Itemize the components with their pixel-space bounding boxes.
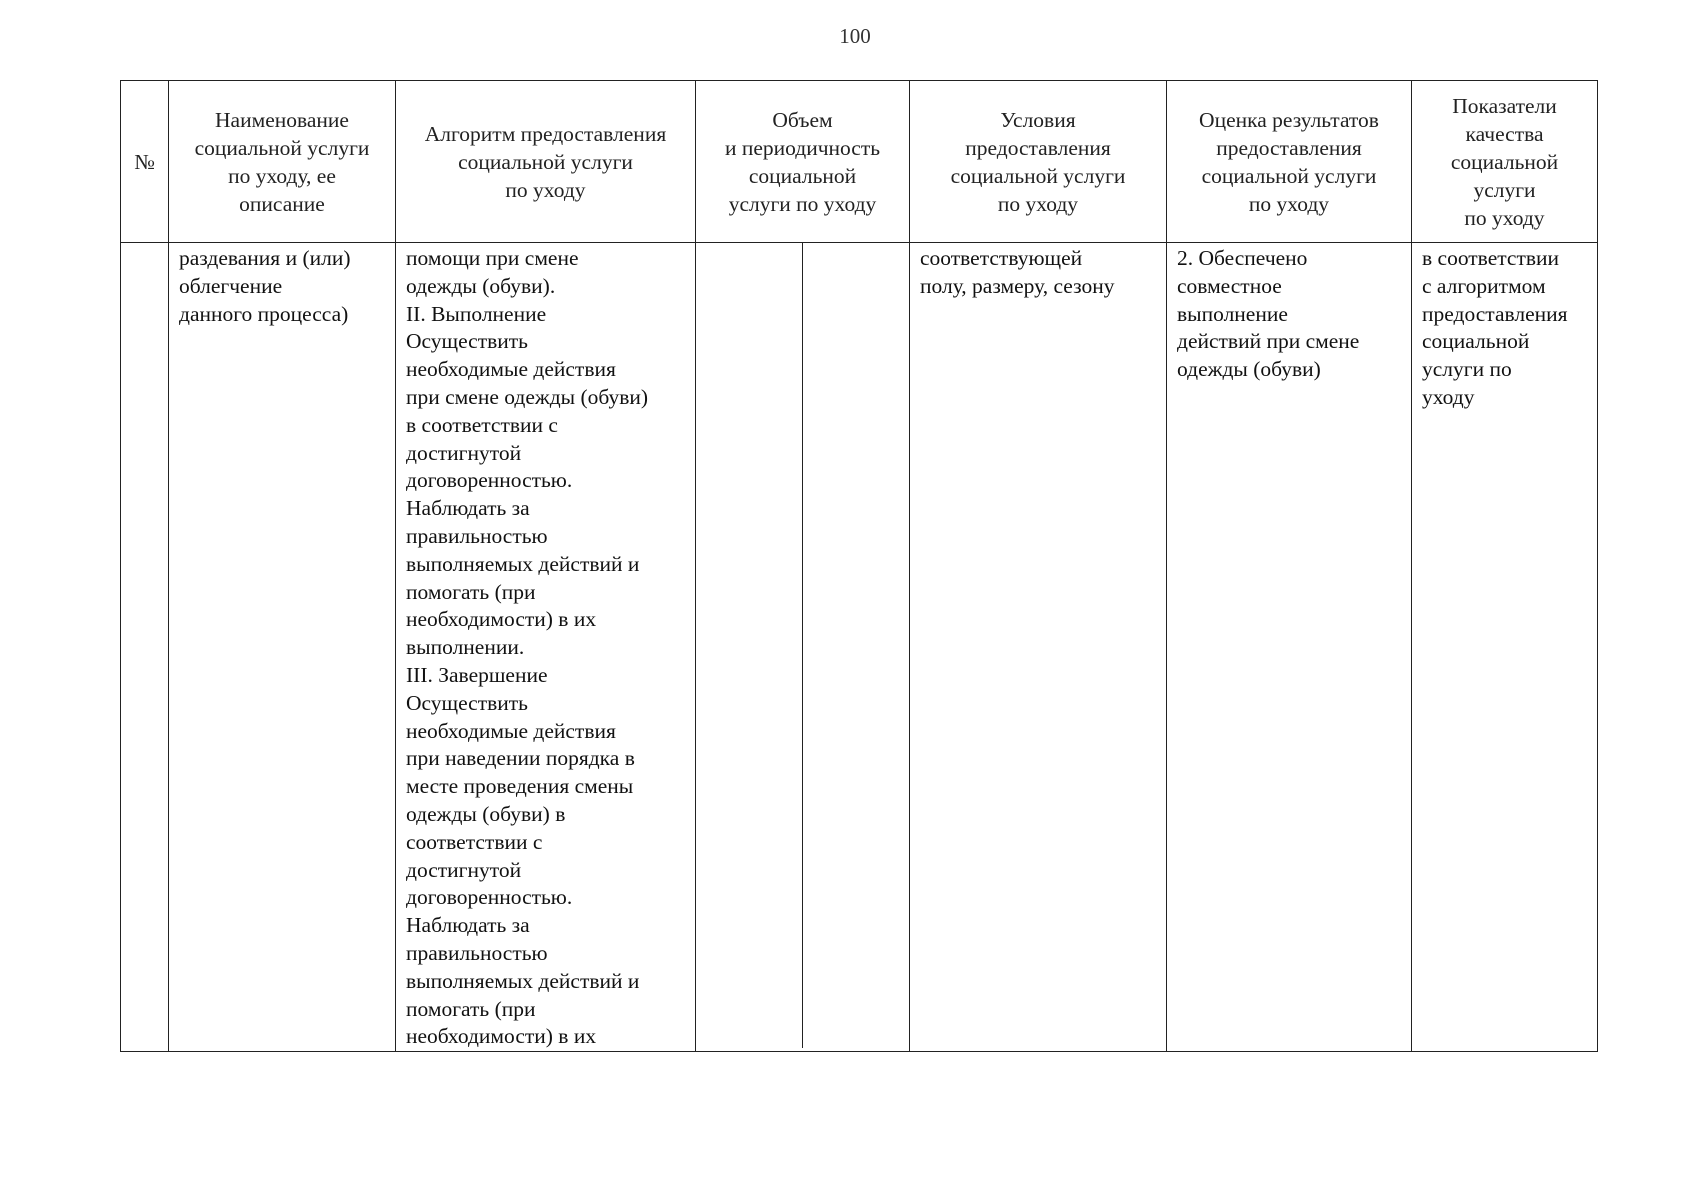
header-num: № [121,81,169,243]
table-header-row [121,81,1598,243]
cell-volume [696,243,910,1052]
service-table [120,80,1598,1052]
cell-volume-right [803,243,909,1048]
header-algorithm: Алгоритм предоставления социальной услуги по уходу [396,81,696,243]
cell-conditions: соответствующей полу, размеру, сезону [910,243,1167,1052]
cell-volume-left [696,243,803,1048]
table-row [121,243,1598,1052]
header-volume: Объем и периодичность социальной услуги по уходу [696,81,910,243]
cell-name: раздевания и (или) облегчение данного процесса) [169,243,396,1052]
page-number: 100 [839,24,871,48]
cell-evaluation: 2. Обеспечено совместное выполнение действий при смене одежды (обуви) [1167,243,1412,1052]
header-conditions: Условия предоставления социальной услуги по уходу [910,81,1167,243]
cell-num [121,243,169,1052]
header-evaluation: Оценка результатов предоставления социальной услуги по уходу [1167,81,1412,243]
header-quality: Показатели качества социальной услуги по уходу [1412,81,1598,243]
header-name: Наименование социальной услуги по уходу, ее описание [169,81,396,243]
cell-quality: в соответствии с алгоритмом предоставления социальной услуги по уходу [1412,243,1598,1052]
cell-algorithm: помощи при смене одежды (обуви). II. Выполнение Осуществить необходимые действия при смене одежды (обуви) в соответствии с достигнутой договоренностью. Наблюдать за правильностью выполняемых действий и помогать (при необходимости) в их выполнении. III. Завершение Осуществить необходимые действия при наведении порядка в месте проведения смены одежды (обуви) в соответствии с достигнутой договоренностью. Наблюдать за правильностью выполняемых действий и помогать (при необходимости) в их [396,243,696,1052]
